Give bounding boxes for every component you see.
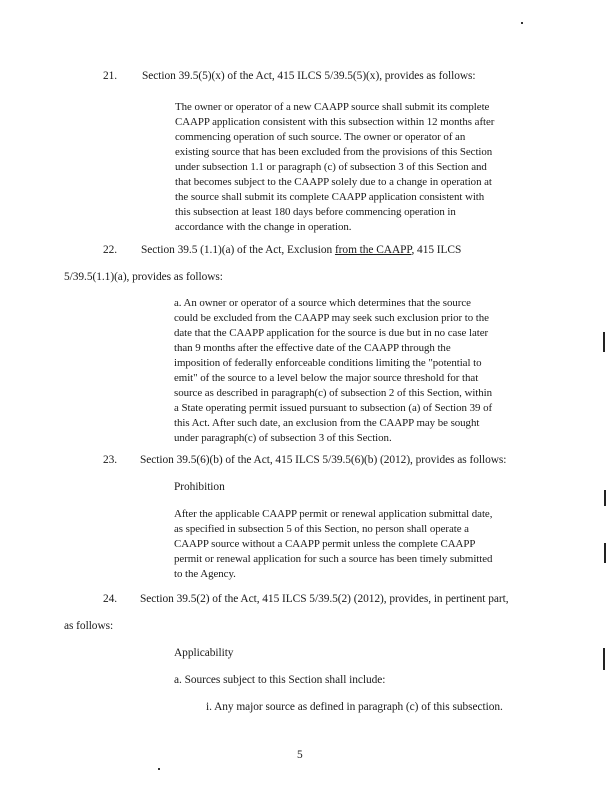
quote-line: date that the CAAPP application for the source is due but in no case later: [174, 327, 489, 339]
list-subitem: i. Any major source as defined in paragraph (c) of this subsection.: [206, 701, 503, 713]
scan-speck: [158, 768, 160, 770]
quote-line: than 9 months after the effective date of the CAAPP through the: [174, 342, 451, 354]
intro-text: Section 39.5 (1.1)(a) of the Act, Exclusion: [141, 244, 335, 256]
quote-line: this subsection at least 180 days before commencing operation in: [175, 206, 456, 218]
quote-line: imposition of federally enforceable conditions limiting the "potential to: [174, 357, 482, 369]
quote-line: permit or renewal application for such a source has been timely submitted: [174, 553, 493, 565]
page-number: 5: [297, 749, 303, 761]
paragraph-intro-continued: as follows:: [64, 620, 114, 632]
quote-line: CAAPP source without a CAAPP permit unless the complete CAAPP: [174, 538, 476, 550]
quote-line: emit" of the source to a level below the major source threshold for that: [174, 372, 479, 384]
quote-line: commencing operation of such source. The owner or operator of an: [175, 131, 466, 143]
paragraph-number: 23.: [103, 454, 118, 466]
quote-line: accordance with the change in operation.: [175, 221, 352, 233]
margin-mark: [603, 648, 605, 670]
paragraph-intro: Section 39.5(6)(b) of the Act, 415 ILCS 5/39.5(6)(b) (2012), provides as follows:: [140, 454, 507, 466]
intro-text: , 415 ILCS: [411, 244, 462, 256]
section-heading: Applicability: [174, 647, 234, 659]
quote-line: this Act. After such date, an exclusion from the CAAPP may be sought: [174, 417, 480, 429]
quote-line: The owner or operator of a new CAAPP source shall submit its complete: [175, 101, 490, 113]
quote-line: under paragraph(c) of subsection 3 of this Section.: [174, 432, 392, 444]
paragraph-number: 21.: [103, 70, 118, 82]
quote-line: existing source that has been excluded from the provisions of this Section: [175, 146, 493, 158]
quote-line: a State operating permit issued pursuant to subsection (a) of Section 39 of: [174, 402, 493, 414]
quote-line: CAAPP application consistent with this subsection within 12 months after: [175, 116, 495, 128]
underlined-text: from the CAAPP: [334, 244, 412, 256]
list-item: a. Sources subject to this Section shall include:: [174, 674, 386, 686]
section-heading: Prohibition: [174, 481, 225, 493]
quote-line: as specified in subsection 5 of this Section, no person shall operate a: [174, 523, 469, 535]
quote-line: that becomes subject to the CAAPP solely due to a change in operation at: [175, 176, 492, 188]
paragraph-intro: [141, 243, 461, 257]
paragraph-intro: Section 39.5(5)(x) of the Act, 415 ILCS 5/39.5(5)(x), provides as follows:: [142, 70, 476, 82]
paragraph-intro: Section 39.5(2) of the Act, 415 ILCS 5/39.5(2) (2012), provides, in pertinent part,: [140, 593, 509, 605]
quote-line: After the applicable CAAPP permit or renewal application submittal date,: [174, 508, 493, 520]
quote-line: to the Agency.: [174, 568, 236, 580]
scan-speck: [521, 22, 523, 24]
paragraph-number: 22.: [103, 244, 118, 256]
quote-line: the source shall submit its complete CAAPP application consistent with: [175, 191, 485, 203]
paragraph-intro-continued: 5/39.5(1.1)(a), provides as follows:: [64, 271, 223, 283]
margin-mark: [604, 543, 606, 563]
margin-mark: [603, 332, 605, 352]
quote-line: a. An owner or operator of a source which determines that the source: [174, 297, 471, 309]
quote-line: could be excluded from the CAAPP may seek such exclusion prior to the: [174, 312, 489, 324]
margin-mark: [604, 490, 606, 506]
quote-line: under subsection 1.1 or paragraph (c) of subsection 3 of this Section and: [175, 161, 487, 173]
paragraph-number: 24.: [103, 593, 118, 605]
quote-line: source as described in paragraph(c) of subsection 2 of this Section, within: [174, 387, 493, 399]
